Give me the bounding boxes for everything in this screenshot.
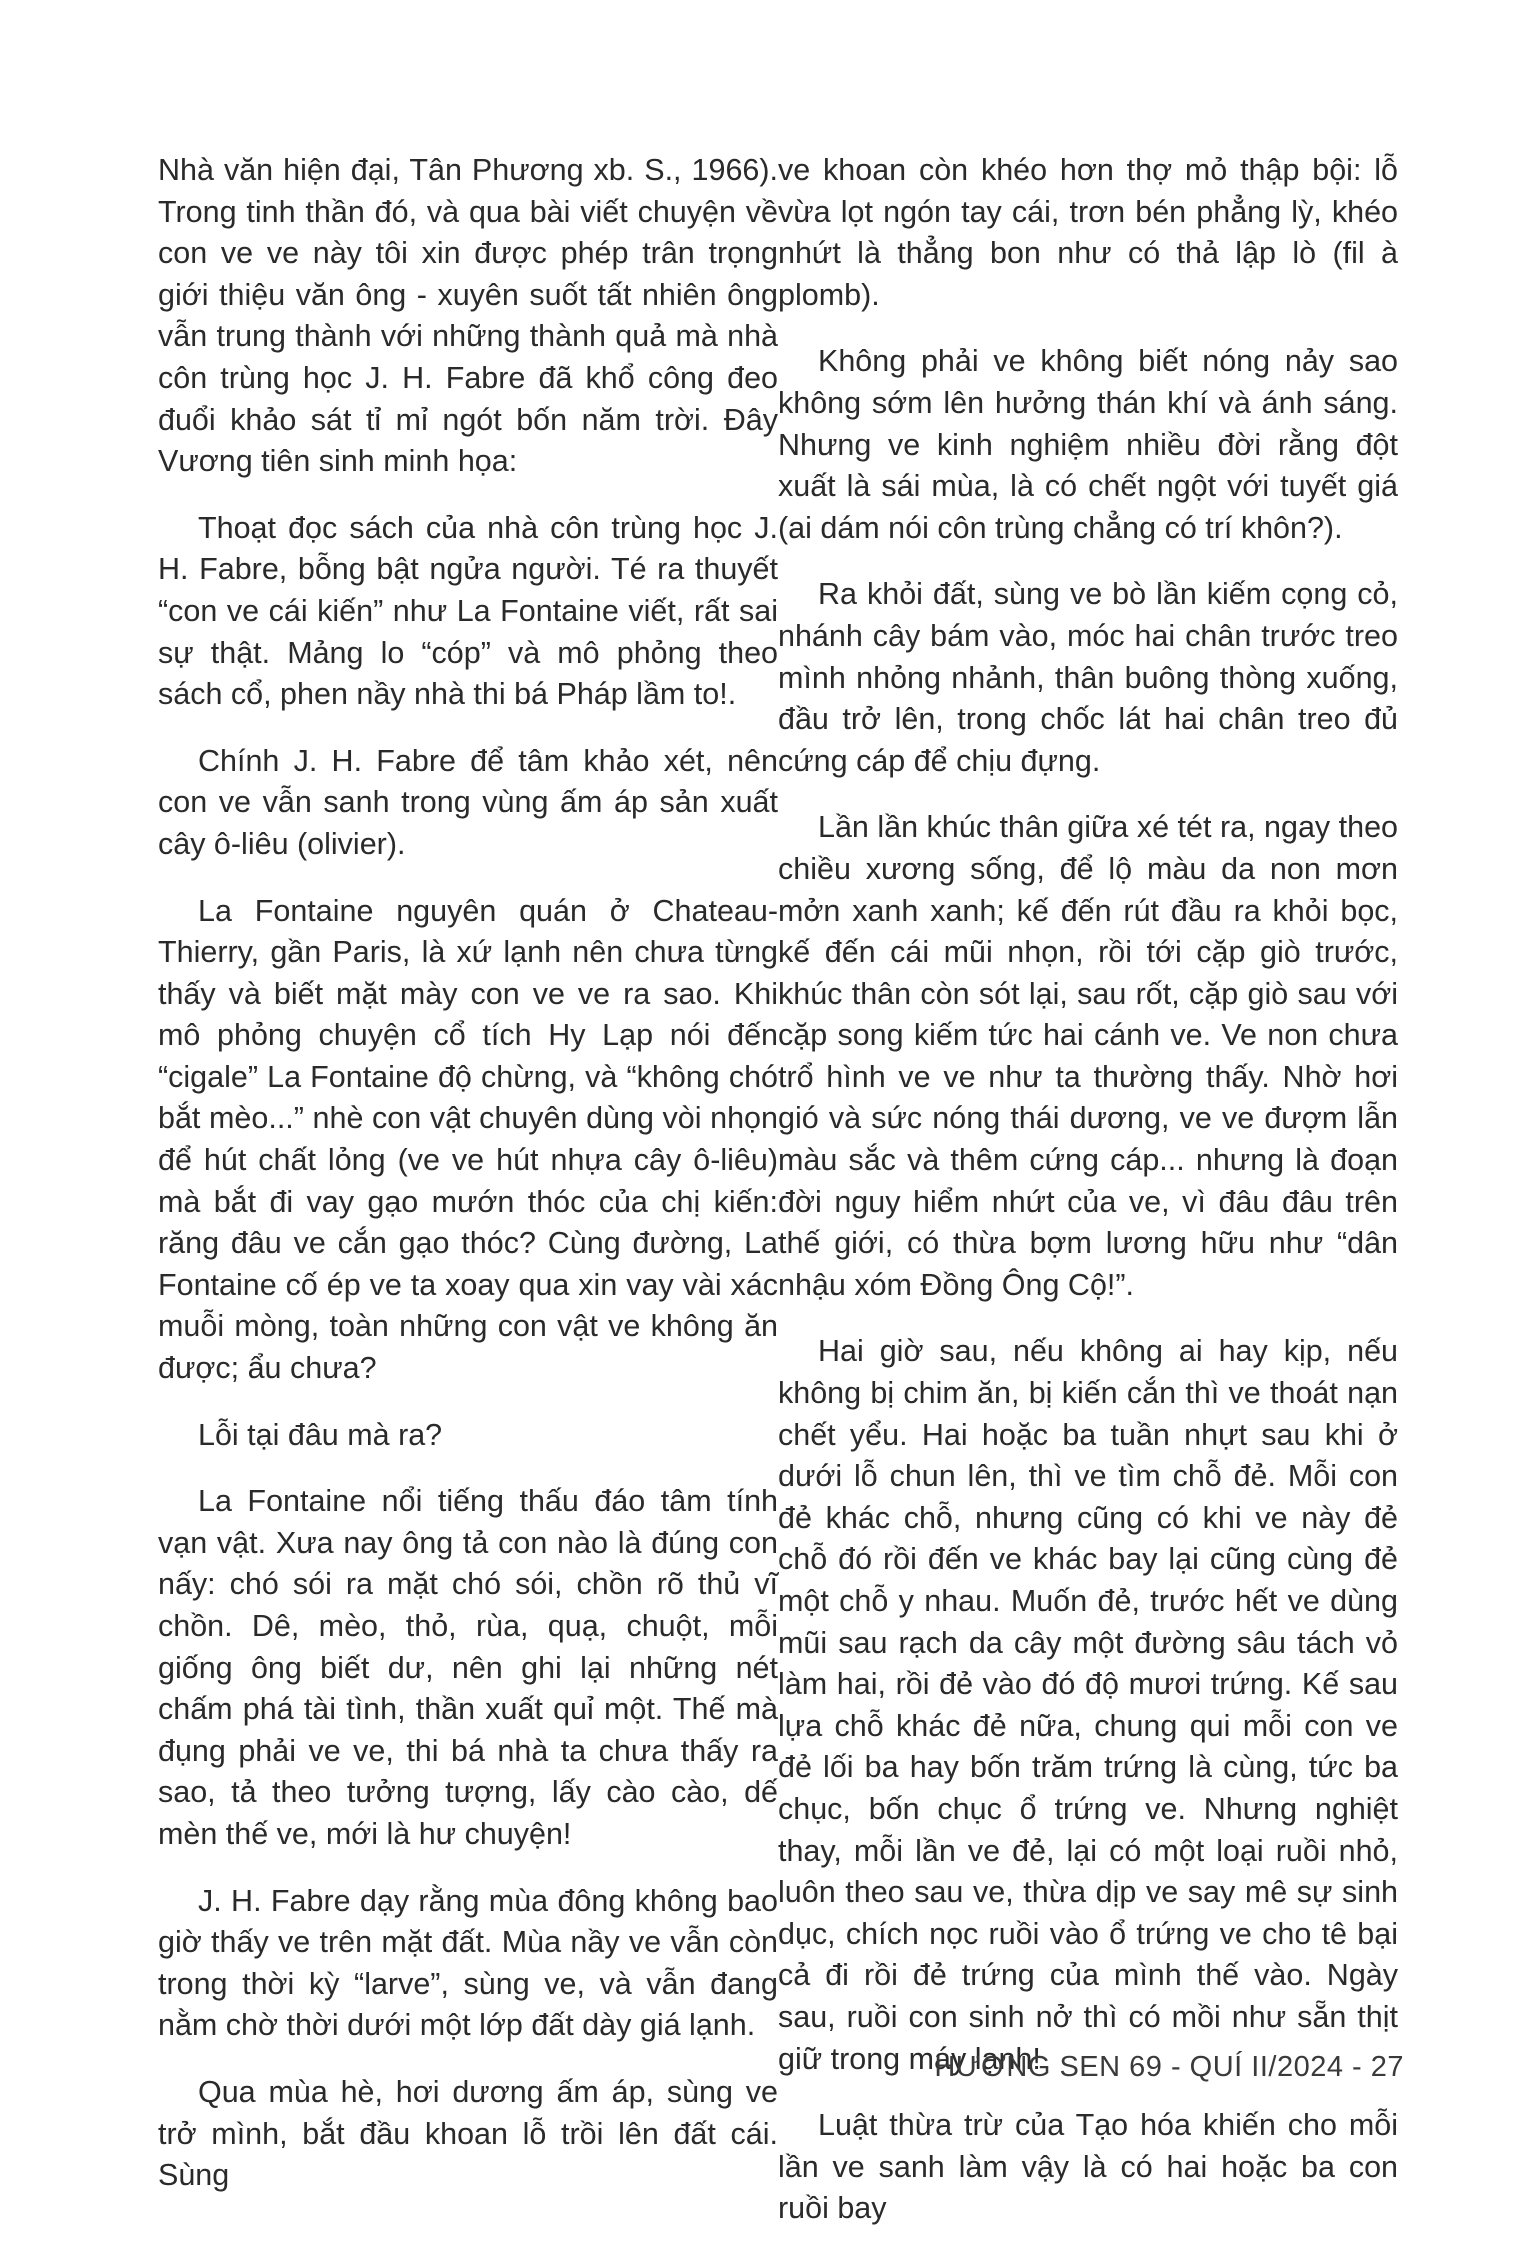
paragraph: Qua mùa hè, hơi dương ấm áp, sùng ve trở mình, bắt đầu khoan lỗ trồi lên đất cái. Sùng [158,2074,778,2193]
paragraph: Lần lần khúc thân giữa xé tét ra, ngay theo chiều xương sống, để lộ màu da non mơn mởn xanh xanh; kế đến rút đầu ra khỏi bọc, kế đến cái mũi nhọn, rồi tới cặp giò trước, khúc thân còn sót lại, sau rốt, cặp giò sau với cặp song kiếm tức hai cánh ve. Ve non chưa trổ hình ve ve như ta thường thấy. Nhờ hơi gió và sức nóng thái dương, ve ve đượm lẫn màu sắc và thêm cứng cáp... nhưng là đoạn đời nguy hiểm nhứt của ve, vì đâu đâu trên thế giới, có thừa bợm lương hữu như “dân nhậu xóm Đồng Ông Cộ!”. [778,810,1398,1302]
paragraph: Nhà văn hiện đại, Tân Phương xb. S., 1966). Trong tinh thần đó, và qua bài viết chuyện về con ve ve này tôi xin được phép trân trọng giới thiệu văn ông - xuyên suốt tất nhiên ông vẫn trung thành với những thành quả mà nhà côn trùng học J. H. Fabre đã khổ công đeo đuổi khảo sát tỉ mỉ ngót bốn năm trời. Đây Vương tiên sinh minh họa: [158,153,778,479]
paragraph: Thoạt đọc sách của nhà côn trùng học J. H. Fabre, bỗng bật ngửa người. Té ra thuyết “con ve cái kiến” như La Fontaine viết, rất sai sự thật. Mảng lo “cóp” và mô phỏng theo sách cổ, phen nầy nhà thi bá Pháp lầm to!. [158,510,778,712]
paragraph: J. H. Fabre dạy rằng mùa đông không bao giờ thấy ve trên mặt đất. Mùa nầy ve vẫn còn trong thời kỳ “larve”, sùng ve, và vẫn đang nằm chờ thời dưới một lớp đất dày giá lạnh. [158,1883,778,2043]
left-column [158,150,778,2222]
paragraph: Chính J. H. Fabre để tâm khảo xét, nên con ve vẫn sanh trong vùng ấm áp sản xuất cây ô-liêu (olivier). [158,743,778,861]
paragraph: Hai giờ sau, nếu không ai hay kịp, nếu không bị chim ăn, bị kiến cắn thì ve thoát nạn chết yểu. Hai hoặc ba tuần nhựt sau khi ở dưới lỗ chun lên, thì ve tìm chỗ đẻ. Mỗi con đẻ khác chỗ, nhưng cũng có khi ve này đẻ chỗ đó rồi đến ve khác bay lại cũng cùng đẻ một chỗ y nhau. Muốn đẻ, trước hết ve dùng mũi sau rạch da cây một đường sâu tách vỏ làm hai, rồi đẻ vào đó độ mươi trứng. Kế sau lựa chỗ khác đẻ nữa, chung qui mỗi con ve đẻ lối ba hay bốn trăm trứng là cùng, tức ba chục, bốn chục ổ trứng ve. Nhưng nghiệt thay, mỗi lần ve đẻ, lại có một loại ruồi nhỏ, luôn theo sau ve, thừa dịp ve say mê sự sinh dục, chích nọc ruồi vào ổ trứng ve cho tê bại cả đi rồi đẻ trứng của mình thế vào. Ngày sau, ruồi con sinh nở thì có mồi như sẵn thịt giữ trong máy lạnh! [778,1334,1398,2076]
paragraph: Ra khỏi đất, sùng ve bò lần kiếm cọng cỏ, nhánh cây bám vào, móc hai chân trước treo mình nhỏng nhảnh, thân buông thòng xuống, đầu trở lên, trong chốc lát hai chân treo đủ cứng cáp để chịu đựng. [778,577,1398,778]
paragraph: Lỗi tại đâu mà ra? [198,1417,443,1452]
paragraph: La Fontaine nổi tiếng thấu đáo tâm tính vạn vật. Xưa nay ông tả con nào là đúng con nấy: chó sói ra mặt chó sói, chồn rõ thủ vĩ chồn. Dê, mèo, thỏ, rùa, quạ, chuột, mỗi giống ông biết dư, nên ghi lại những nét chấm phá tài tình, thần xuất quỉ một. Thế mà đụng phải ve ve, thi bá nhà ta chưa thấy ra sao, tả theo tưởng tượng, lấy cào cào, dế mèn thế ve, mới là hư chuyện! [158,1484,778,1851]
page-footer: HƯƠNG SEN 69 - QUÍ II/2024 - 27 [934,2051,1404,2083]
paragraph: Luật thừa trừ của Tạo hóa khiến cho mỗi lần ve sanh làm vậy là có hai hoặc ba con ruồi bay [778,2108,1398,2226]
paragraph: La Fontaine nguyên quán ở Chateau-Thierry, gần Paris, là xứ lạnh nên chưa từng thấy và biết mặt mày con ve ve ra sao. Khi mô phỏng chuyện cổ tích Hy Lạp nói đến “cigale” La Fontaine độ chừng, và “không chó bắt mèo...” nhè con vật chuyên dùng vòi nhọn để hút chất lỏng (ve ve hút nhựa cây ô-liêu) mà bắt đi vay gạo mướn thóc của chị kiến: răng đâu ve cắn gạo thóc? Cùng đường, La Fontaine cố ép ve ta xoay qua xin vay vài xác muỗi mòng, toàn những con vật ve không ăn được; ẩu chưa? [158,893,778,1386]
paragraph: ve khoan còn khéo hơn thợ mỏ thập bội: lỗ vừa lọt ngón tay cái, trơn bén phẳng lỳ, khéo nhứt là thẳng bon như có thả lập lò (fil à plomb). [778,153,1398,312]
right-column [778,150,1398,2255]
paragraph: Không phải ve không biết nóng nảy sao không sớm lên hưởng thán khí và ánh sáng. Nhưng ve kinh nghiệm nhiều đời rằng đột xuất là sái mùa, là có chết ngột với tuyết giá (ai dám nói côn trùng chẳng có trí khôn?). [778,344,1398,545]
